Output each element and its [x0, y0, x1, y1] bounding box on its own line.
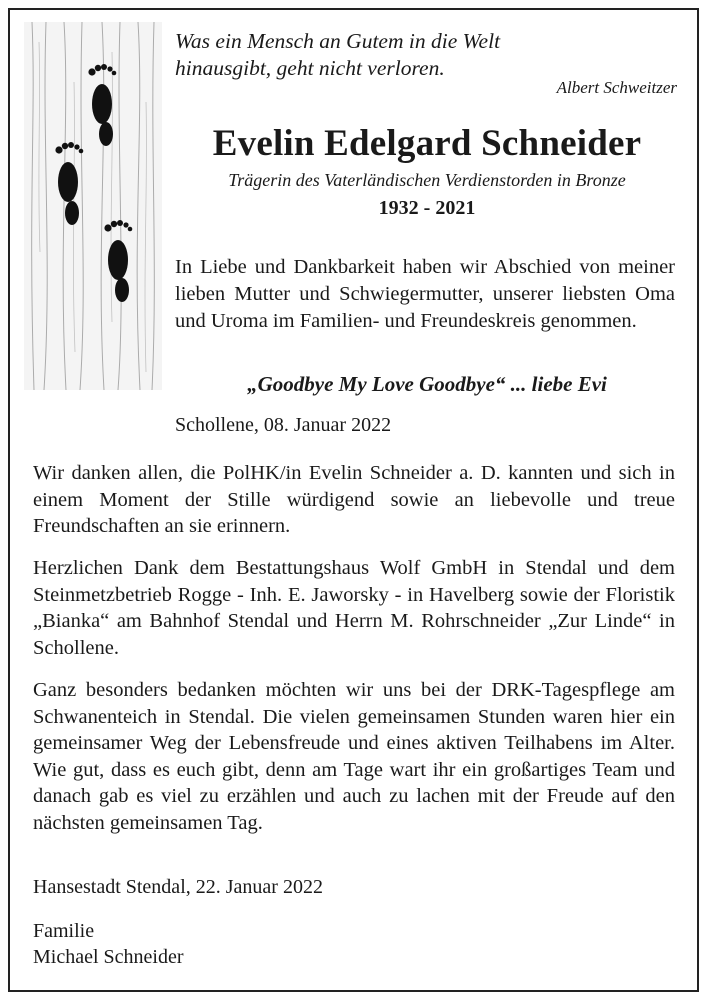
farewell-text: In Liebe und Dankbarkeit haben wir Abschied von meiner lieben Mutter und Schwiegermutter, unserer liebsten Oma und Uroma im Familien- und Freundeskreis genommen.	[175, 256, 675, 332]
footprints-icon	[24, 22, 162, 390]
song-line: „Goodbye My Love Goodbye“ ... liebe Evi	[247, 372, 607, 396]
quote-author: Albert Schweitzer	[556, 78, 677, 97]
quote	[175, 28, 675, 82]
life-years: 1932 - 2021	[378, 197, 476, 219]
place-date-top: Schollene, 08. Januar 2022	[175, 414, 392, 436]
deceased-name: Evelin Edelgard Schneider	[212, 123, 642, 164]
thanks-paragraph-3: Ganz besonders bedanken möchten wir uns bei der DRK-Tagespflege am Schwanenteich in Stendal. Die vielen gemeinsamen Stunden waren hier ein gemeinsamer Weg der Lebensfreude und eines aktiven Teilhabens im Alter. Wie gut, dass es euch gibt, denn am Tage wart ihr ein großartiges Team und danach gab es viel zu erzählen und auch zu lachen mit der Freude auf den nächsten gemeinsamen Tag.	[33, 679, 675, 834]
thanks-paragraph-1: Wir danken allen, die PolHK/in Evelin Schneider a. D. kannten und sich in einem Moment der Stille würdigend sowie an liebevolle und treue Freundschaften an sie erinnern.	[33, 462, 675, 537]
signature	[33, 918, 184, 970]
quote-line-2: hinausgibt, geht nicht verloren.	[175, 56, 445, 80]
deceased-subtitle: Trägerin des Vaterländischen Verdienstorden in Bronze	[228, 170, 626, 190]
quote-line-1: Was ein Mensch an Gutem in die Welt	[175, 29, 501, 53]
place-date-bottom: Hansestadt Stendal, 22. Januar 2022	[33, 876, 323, 898]
signature-line-1: Familie	[33, 920, 95, 942]
signature-line-2: Michael Schneider	[33, 946, 184, 968]
footprints-image	[24, 22, 162, 390]
thanks-paragraph-2: Herzlichen Dank dem Bestattungshaus Wolf GmbH in Stendal und dem Steinmetzbetrieb Rogge - Inh. E. Jaworsky - in Havelberg sowie der Floristik „Bianka“ am Bahnhof Stendal und Herrn M. Rohrschneider „Zur Linde“ in Schollene.	[33, 557, 675, 659]
